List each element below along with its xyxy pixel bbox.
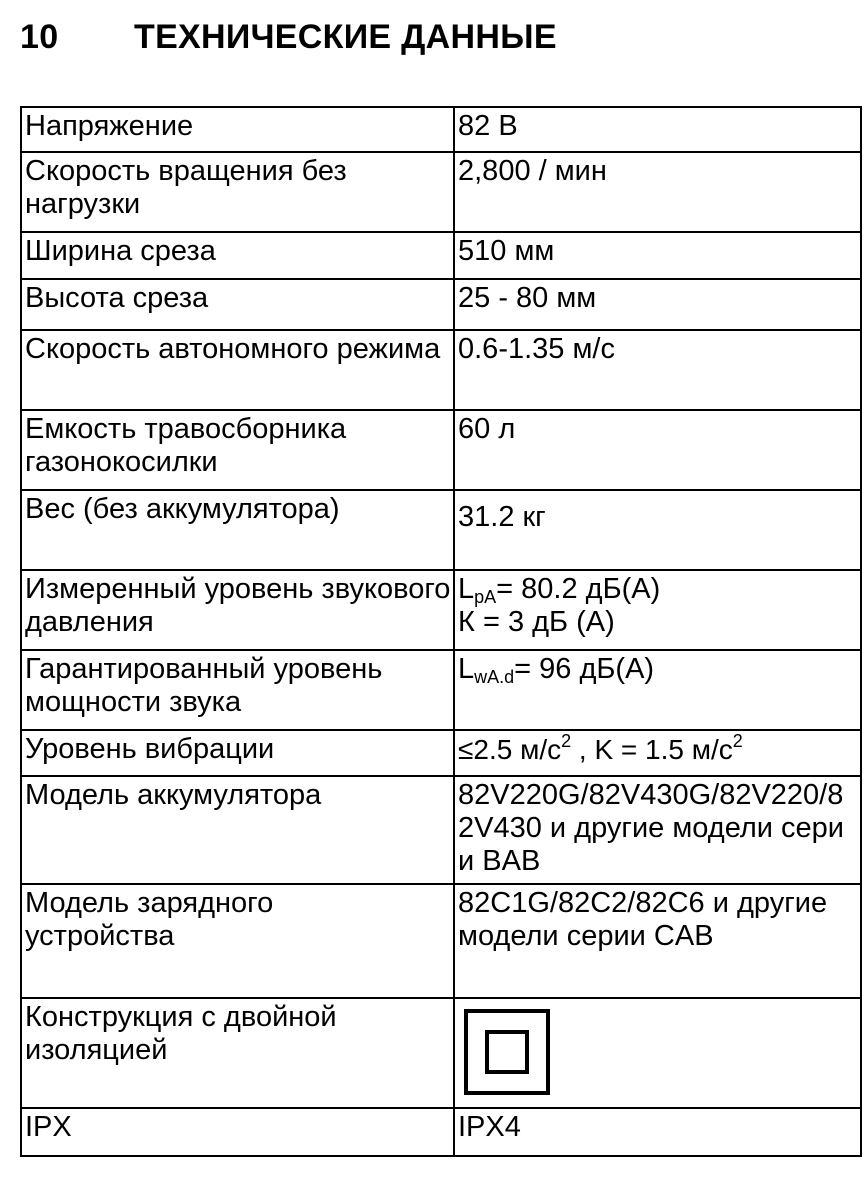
spec-label: Высота среза — [21, 279, 454, 330]
table-row — [21, 410, 861, 490]
spec-value: ≤2.5 $м/с^2$ , K = 1.5 $м/с^2$ — [454, 730, 861, 776]
spec-label: Уровень вибрации — [21, 730, 454, 776]
table-row — [21, 152, 861, 232]
double-insulation-icon — [464, 1009, 550, 1095]
table-row — [21, 570, 861, 650]
spec-label: Емкость травосборника газонокосилки — [21, 410, 454, 490]
spec-value — [454, 570, 861, 650]
sound-pressure-value: $L_{pA}= 80.2$ дБ(А) — [458, 573, 661, 607]
spec-label: IPX — [21, 1108, 454, 1156]
table-row — [21, 232, 861, 279]
spec-label: Вес (без аккумулятора) — [21, 490, 454, 570]
section-heading — [20, 18, 557, 57]
spec-label: Конструкция с двойной изоляцией — [21, 998, 454, 1108]
table-row — [21, 330, 861, 410]
section-title: ТЕХНИЧЕСКИЕ ДАННЫЕ — [134, 18, 557, 56]
spec-label: Скорость вращения без нагрузки — [21, 152, 454, 232]
spec-label: Модель зарядного устройства — [21, 884, 454, 998]
spec-value: 82C1G/82C2/82C6 и другие модели серии CAB — [454, 884, 861, 998]
table-row — [21, 776, 861, 884]
table-row — [21, 998, 861, 1108]
uncertainty-value: К = 3 дБ (А) — [458, 606, 615, 638]
table-row — [21, 279, 861, 330]
spec-value: 82V220G/82V430G/82V220/82V430 и другие модели серии BAB — [454, 776, 861, 884]
spec-label: Гарантированный уровень мощности звука — [21, 650, 454, 730]
spec-value: $L_{wA.d}= 96$ дБ(А) — [454, 650, 861, 730]
spec-label: Ширина среза — [21, 232, 454, 279]
spec-value: 31.2 кг — [454, 490, 861, 570]
spec-value: 25 - 80 мм — [454, 279, 861, 330]
spec-value: 510 мм — [454, 232, 861, 279]
spec-label: Напряжение — [21, 107, 454, 152]
section-number: 10 — [20, 18, 59, 56]
table-row — [21, 884, 861, 998]
spec-label: Модель аккумулятора — [21, 776, 454, 884]
spec-value: 82 В — [454, 107, 861, 152]
table-row — [21, 730, 861, 776]
spec-value: 2,800 / мин — [454, 152, 861, 232]
table-row — [21, 1108, 861, 1156]
spec-value — [454, 998, 861, 1108]
spec-value: 60 л — [454, 410, 861, 490]
spec-value: 0.6-1.35 м/с — [454, 330, 861, 410]
table-row — [21, 107, 861, 152]
spec-label: Измеренный уровень звукового давления — [21, 570, 454, 650]
table-row — [21, 490, 861, 570]
spec-label: Скорость автономного режима — [21, 330, 454, 410]
specifications-table — [20, 106, 862, 1157]
spec-value: IPX4 — [454, 1108, 861, 1156]
table-row — [21, 650, 861, 730]
